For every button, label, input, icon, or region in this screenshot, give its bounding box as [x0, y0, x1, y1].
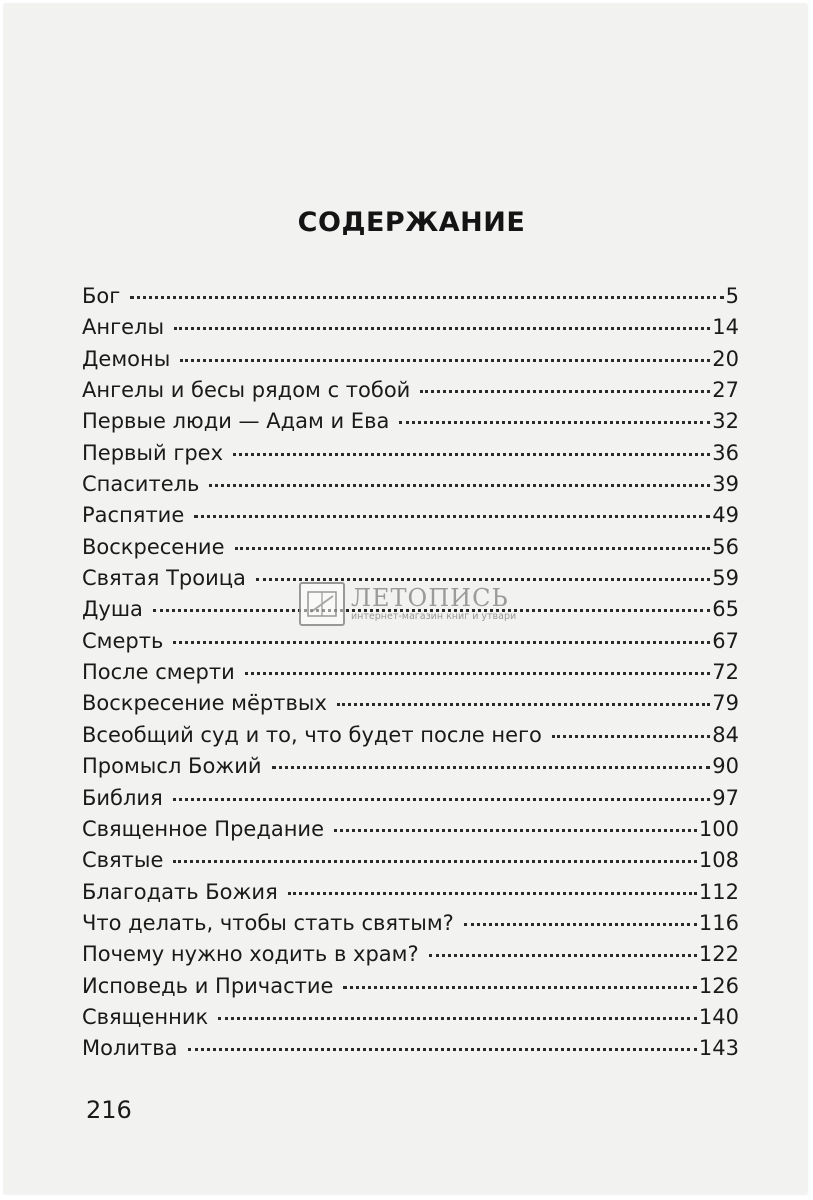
toc-entry-page: 140: [698, 1004, 739, 1029]
toc-entry-page: 112: [698, 879, 739, 904]
page-number: 216: [86, 1096, 132, 1124]
toc-entry: [82, 378, 739, 409]
toc-entry-title: Благодать Божия: [82, 879, 278, 904]
dot-leader: [420, 389, 710, 393]
toc-entry-title: Всеобщий суд и то, что будет после него: [82, 722, 542, 747]
dot-leader: [288, 891, 697, 895]
toc-entry-title: Священное Предание: [82, 816, 325, 841]
toc-entry-title: Смерть: [82, 628, 164, 653]
toc-entry-page: 116: [698, 910, 739, 935]
toc-entry-title: Исповедь и Причастие: [82, 973, 334, 998]
toc-entry-title: Воскресение мёртвых: [82, 691, 327, 716]
toc-entry-title: Молитва: [82, 1036, 178, 1061]
dot-leader: [188, 1047, 697, 1051]
toc-entry-page: 84: [712, 722, 739, 747]
toc-entry-title: Спаситель: [82, 472, 200, 497]
toc-entry: [82, 347, 739, 378]
table-of-contents: [82, 284, 739, 1068]
toc-entry-page: 32: [712, 409, 739, 434]
dot-leader: [173, 640, 710, 644]
dot-leader: [235, 546, 711, 550]
dot-leader: [180, 358, 710, 362]
toc-entry: [82, 472, 739, 503]
toc-entry-page: 65: [712, 597, 739, 622]
toc-entry: [82, 315, 739, 346]
toc-entry-title: Ангелы и бесы рядом с тобой: [82, 378, 411, 403]
toc-entry-page: 27: [712, 378, 739, 403]
toc-entry: [82, 503, 739, 534]
book-quill-logo-icon: [299, 582, 345, 626]
toc-entry-title: Воскресение: [82, 534, 225, 559]
toc-entry: [82, 848, 739, 879]
toc-entry: [82, 754, 739, 785]
toc-entry-title: После смерти: [82, 660, 235, 685]
dot-leader: [256, 577, 710, 581]
toc-entry: [82, 1036, 739, 1067]
toc-entry-title: Что делать, чтобы стать святым?: [82, 910, 454, 935]
toc-entry: [82, 1005, 739, 1036]
toc-entry-title: Демоны: [82, 346, 171, 371]
dot-leader: [194, 514, 710, 518]
toc-entry: [82, 911, 739, 942]
dot-leader: [173, 797, 711, 801]
toc-entry: [82, 723, 739, 754]
dot-leader: [272, 765, 711, 769]
toc-entry: [82, 691, 739, 722]
dot-leader: [343, 985, 696, 989]
dot-leader: [245, 671, 711, 675]
toc-entry-page: 143: [698, 1036, 739, 1061]
toc-entry: [82, 942, 739, 973]
dot-leader: [173, 859, 697, 863]
toc-entry: [82, 409, 739, 440]
book-page: [4, 4, 807, 1194]
toc-entry-page: 49: [712, 503, 739, 528]
toc-entry-title: Ангелы: [82, 315, 165, 340]
toc-entry-title: Священник: [82, 1004, 209, 1029]
dot-leader: [399, 420, 710, 424]
toc-entry: [82, 535, 739, 566]
toc-entry: [82, 817, 739, 848]
watermark-subtitle: интернет-магазин книг и утвари: [351, 611, 517, 622]
toc-entry-page: 126: [698, 973, 739, 998]
toc-entry: [82, 660, 739, 691]
dot-leader: [429, 953, 697, 957]
dot-leader: [209, 483, 710, 487]
dot-leader: [233, 452, 710, 456]
toc-entry-title: Первый грех: [82, 440, 224, 465]
toc-entry-page: 72: [712, 660, 739, 685]
watermark-title: ЛЕТОПИСЬ: [351, 584, 509, 612]
toc-entry-page: 39: [712, 472, 739, 497]
toc-entry-page: 90: [712, 754, 739, 779]
toc-entry-page: 122: [698, 942, 739, 967]
toc-entry: [82, 441, 739, 472]
toc-entry-page: 5: [725, 284, 739, 308]
toc-entry-page: 14: [712, 315, 739, 340]
dot-leader: [464, 922, 697, 926]
store-watermark: [299, 582, 516, 626]
toc-entry-page: 100: [698, 816, 739, 841]
toc-entry-page: 36: [712, 440, 739, 465]
dot-leader: [337, 702, 710, 706]
toc-entry-title: Первые люди — Адам и Ева: [82, 409, 390, 434]
page-title: СОДЕРЖАНИЕ: [297, 207, 526, 238]
dot-leader: [552, 734, 710, 738]
toc-entry: [82, 974, 739, 1005]
toc-entry-title: Распятие: [82, 503, 185, 528]
dot-leader: [334, 828, 697, 832]
toc-entry-page: 79: [712, 691, 739, 716]
toc-entry: [82, 786, 739, 817]
toc-entry: [82, 880, 739, 911]
toc-entry: [82, 629, 739, 660]
toc-entry-title: Промысл Божий: [82, 754, 262, 779]
dot-leader: [174, 326, 710, 330]
toc-entry-page: 108: [698, 848, 739, 873]
toc-entry-title: Святая Троица: [82, 566, 246, 591]
toc-entry-page: 67: [712, 628, 739, 653]
toc-entry-title: Душа: [82, 597, 143, 622]
toc-entry-title: Почему нужно ходить в храм?: [82, 942, 419, 967]
toc-entry-page: 97: [712, 785, 739, 810]
toc-entry-title: Святые: [82, 848, 164, 873]
toc-entry-title: Бог: [82, 284, 121, 308]
toc-entry-page: 59: [712, 566, 739, 591]
toc-entry-title: Библия: [82, 785, 163, 810]
dot-leader: [218, 1016, 697, 1020]
dot-leader: [130, 295, 723, 299]
toc-entry-page: 56: [712, 534, 739, 559]
toc-entry: [82, 284, 739, 315]
toc-entry-page: 20: [712, 346, 739, 371]
